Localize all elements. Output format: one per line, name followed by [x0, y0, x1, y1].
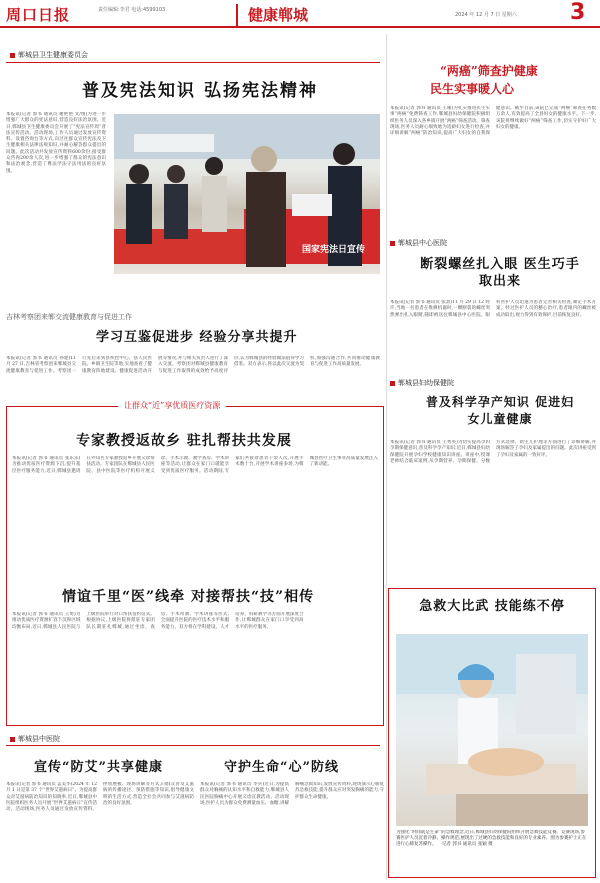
article-body: 本报讯(记者 郭书 通讯员 王勇)为推动优质医疗资源扩容下沉和区域均衡布局,近日,郸城县人民医院与上级医院举行对口帮扶签约仪式。根据协议,上级医院将派驻专家团队长期驻扎郸城,通过坐诊、查房、手术带教、学术讲座等形式,全面提升医院的医疗技术水平和服务能力。双方将在学科建设、人才培养、科研教学等方面开展深度合作,让郸城群众在家门口享受到高水平的医疗服务。 [12, 612, 304, 630]
article-body: 本报讯(记者 郭书 通讯员 王珊)为扎实推进民生实事“两癌”免费筛查工作,郸城县妇幼保健院积极组织医务人员深入各乡镇开展“两癌”筛查活动。筛查现场,医务人员耐心细致地为适龄妇女进行检查,并详细讲解“两癌”防治知识,提高广大妇女的自我保健意识。截至目前,该院已完成“两癌”筛查任务数万余人,有效提高了全县妇女的健康水平。下一步,该院将继续做好“两癌”筛查工作,切实守护好广大妇女的健康。 [390, 106, 596, 137]
article-title: 守护生命“心”防线 [224, 760, 339, 775]
article-title: 宣传“防艾”共享健康 [34, 760, 163, 775]
feature-box-label: 让群众“近”享优质医疗资源 [118, 400, 226, 411]
article-kicker: 郸城县中心医院 [390, 238, 447, 248]
article-assistance [12, 582, 378, 722]
article-body: 本报讯(记者 郭书 通讯员 谢艳艳 文/图)为进一步增强广大群众的宪法意识,营造良好法治氛围。近日,郸城县卫生健康委员会开展了“宪法宣传周”普法宣传活动。活动现场,工作人员通过发放宣传资料、设置咨询台等方式,向过往群众宣传宪法及卫生健康相关法律法规知识,并耐心解答群众提出的问题。此次活动共发放宣传资料600余份,接受群众咨询200余人次,进一步增强了群众的宪法意识和法治观念,营造了尊法学法守法用法的良好氛围。 [6, 112, 106, 174]
caption-text: 为强化“时间就是生命”的急救理念,近日,郸城县妇幼保健院组织开展急救技能竞赛。竞赛现场,参赛医护人员沉着冷静、操作规范,展现出了过硬的急救技能和良好的专业素养。图为参赛护士正在进行心肺复苏操作。 [396, 830, 587, 847]
article-title: 专家教授返故乡 驻扎帮扶共发展 [76, 433, 292, 449]
article-title: 学习互鉴促进步 经验分享共提升 [96, 330, 298, 345]
article-two-cancer [390, 62, 596, 234]
article-maternal [390, 378, 596, 588]
header-meta [98, 7, 165, 14]
article-body: 本报讯(记者 郭书 通讯员 李兵)近日,为提高群众对胸痛的认知水平和自救能力,郸城县人民医院胸痛中心开展义诊宣教活动。活动现场,医护人员为群众免费测量血压、血糖,讲解胸痛急救知识,发放宣传资料,现场演示心肺复苏急救技能,提升群众应对突发胸痛的能力,守护群众生命健康。 [200, 782, 384, 806]
column-divider [386, 34, 387, 880]
header-meta-line1: 责任编辑:李君 电话:4599103 [98, 7, 166, 13]
article-body: 本报讯(记者 郭书 通讯员 王秀英)为切实提高孕妇孕期保健意识,普及科学孕产知识,近日,郸城县妇幼保健院开展孕妇学校健康知识讲座。讲座中,授课老师结合临床案例,从孕期营养、孕期保健、分娩方式选择、新生儿护理等方面进行了详细讲解,并现场解答了孕妇及家属提出的问题。此次讲座受到了孕妇及家属的一致好评。 [390, 440, 596, 464]
article-kicker: 郸城县中医院 [10, 734, 60, 744]
photo-banner-text: 国家宪法日宣传 [302, 245, 366, 255]
article-aids [6, 734, 196, 878]
article-title: 普及科学孕产知识 促进妇女儿童健康 [425, 395, 575, 426]
article-eye-screw [390, 238, 596, 372]
article-title: 急救大比武 技能练不停 [419, 599, 565, 614]
page-header [0, 0, 600, 28]
article-body: 本报讯(记者 郭书 通讯员 孙建)11 月 27 日,吉林省考察团来郸城县交流健康教育与促进工作。考察团一行先后来到县疾控中心、县人民医院、乡镇卫生院等地,实地查看了健康教育阵地建设、健康促进活动开展等情况,并与相关负责人进行了深入交流。考察团对郸城县健康教育与促进工作取得的成效给予高度评价,认为郸城县的经验做法值得学习借鉴。双方表示,将以此次交流为契机,加强沟通合作,共同推动健康教育与促进工作高质量发展。 [6, 356, 380, 374]
article-heart [200, 734, 384, 878]
article-kicker: 郸城县妇幼保健院 [390, 378, 454, 388]
photo-credit: 记者 郭书 通讯员 张颖 摄 [441, 842, 493, 847]
first-aid-photo [396, 634, 588, 826]
article-first-aid [392, 592, 592, 876]
article-experts [12, 416, 378, 576]
first-aid-illustration [396, 634, 588, 826]
section-title: 健康郸城 [236, 4, 332, 26]
article-body: 本报讯(记者 郭书 通讯员 孟美华)2024 年 12 月 1 日是第 37 个“世界艾滋病日”。为提高群众对艾滋病防治知识的知晓率,近日,郸城县中医院组织医务人员开展“世界艾滋病日”宣传活动。活动现场,医务人员通过发放宣传资料、摆放展板、现场讲解等方式,向群众普及艾滋病的传播途径、预防措施等知识,倡导健康文明的生活方式,营造全社会共同参与艾滋病防治的良好氛围。 [6, 782, 194, 813]
article-title: 普及宪法知识 弘扬宪法精神 [82, 81, 318, 101]
article-title: 情谊千里“医”线牵 对接帮扶“技”相传 [62, 589, 315, 605]
issue-date: 2024 年 12 月 7 日 星期六 [455, 12, 517, 18]
article-body: 本报讯(记者 郭书 通讯员 张乐乐)为推动优质医疗资源下沉,提升基层医疗服务能力,近日,郸城县邀请在外知名专家教授返乡开展义诊帮扶活动。专家团队在郸城县人民医院、县中医院等医疗机构开展义诊、手术示教、教学查房、学术讲座等活动,让群众在家门口就能享受到优质医疗服务。活动期间,专家们共接诊患者千余人次,开展手术数十台,开展学术讲座多场,为郸城县医疗卫生事业高质量发展注入了新动能。 [12, 456, 378, 474]
article-title: 民生实事暖人心 [430, 82, 515, 96]
article-title: 断裂螺丝扎入眼 医生巧手取出来 [420, 257, 580, 289]
photo-caption [396, 830, 588, 876]
article-constitution [6, 51, 380, 276]
article-kicker: 吉林考察团来郸交流健康教育与促进工作 [6, 313, 132, 321]
constitution-photo [114, 114, 380, 274]
divider [6, 62, 380, 63]
article-kicker: 郸城县卫生健康委员会 [10, 50, 88, 60]
masthead: 周口日报 [6, 6, 71, 24]
article-kicker: “两癌”筛查护健康 [440, 64, 538, 78]
page-number: 3 [570, 0, 586, 25]
article-body: 本报讯(记者 郭书 通讯员 张萧)11 月 29 日 12 时许,当地一名患者在维修机器时,一颗断裂的螺丝突然弹出扎入眼睛,随即被送往郸城县中心医院。眼科医护人员迅速为患者完善相关检查,制定手术方案。经过医护人员的精心治疗,患者眼内的螺丝被成功取出,视力得到有效保护,目前恢复良好。 [390, 300, 596, 318]
article-jilin [6, 312, 380, 398]
